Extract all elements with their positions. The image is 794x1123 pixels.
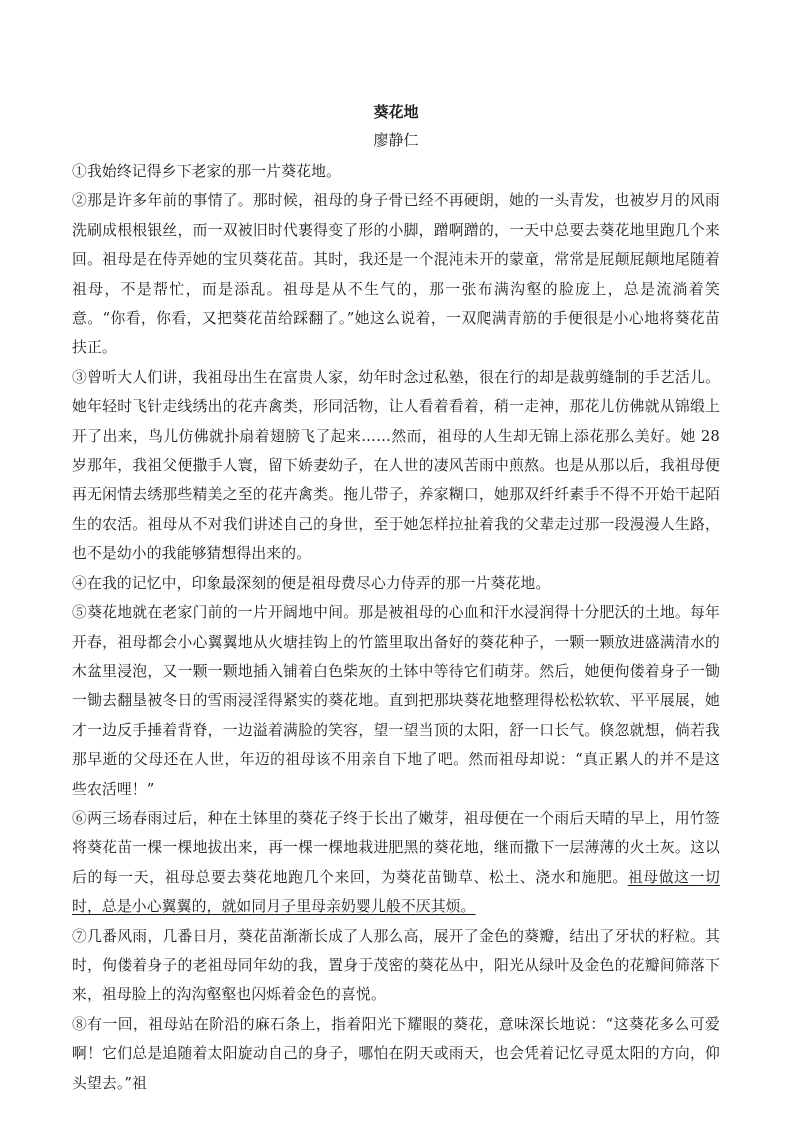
paragraph-text: ④在我的记忆中，印象最深刻的便是祖母费尽心力侍弄的那一片葵花地。 bbox=[72, 574, 551, 592]
author-name: 廖静仁 bbox=[373, 131, 419, 149]
paragraph-3 bbox=[72, 363, 720, 569]
paragraph-text: ⑦几番风雨，几番日月，葵花苗渐渐长成了人那么高，展开了金色的葵瓣，结出了牙状的籽粒。其时，佝偻着身子的老祖母同年幼的我，置身于茂密的葵花丛中，阳光从绿叶及金色的花瓣间筛落下来，祖母脸上的沟沟壑壑也闪烁着金色的喜悦。 bbox=[72, 927, 720, 1004]
paragraph-text: ⑥两三场春雨过后，种在土钵里的葵花子终于长出了嫩芽，祖母便在一个雨后天晴的早上，用竹签将葵花苗一棵一棵地拔出来，再一棵一棵地栽进肥黑的葵花地，继而撒下一层薄薄的火土灰。这以后的每一天，祖母总要去葵花地跑几个来回，为葵花苗锄草、松土、浇水和施肥。 bbox=[72, 809, 720, 886]
paragraph-text: ③曾听大人们讲，我祖母出生在富贵人家，幼年时念过私塾，很在行的却是裁剪缝制的手艺活儿。她年轻时飞针走线绣出的花卉禽类，形同活物，让人看着看着，稍一走神，那花儿仿佛就从锦缎上开了出来，鸟儿仿佛就扑扇着翅膀飞了起来……然而，祖母的人生却无锦上添花那么美好。她 28 岁那年，我祖父便撒手人寰，留下娇妻幼子，在人世的凄风苦雨中煎熬。也是从那以后，我祖母便再无闲情去绣那些精美之至的花卉禽类。拖儿带子，养家糊口，她那双纤纤素手不得不开始干起陌生的农活。祖母从不对我们讲述自己的身世，至于她怎样拉扯着我的父辈走过那一段漫漫人生路，也不是幼小的我能够猜想得出来的。 bbox=[72, 368, 720, 563]
paragraph-text: ⑧有一回，祖母站在阶沿的麻石条上，指着阳光下耀眼的葵花，意味深长地说：“这葵花多么可爱啊！它们总是追随着太阳旋动自己的身子，哪怕在阴天或雨天，也会凭着记忆寻觅太阳的方向，仰头望去。”祖 bbox=[72, 1015, 720, 1092]
underlined-sentence: 祖母做这一切时，总是小心翼翼的，就如同月子里母亲奶婴儿般不厌其烦。 bbox=[72, 868, 720, 916]
paragraph-7 bbox=[72, 922, 720, 1010]
paragraph-6 bbox=[72, 804, 720, 922]
paragraph-4 bbox=[72, 569, 720, 598]
paragraph-text: ②那是许多年前的事情了。那时候，祖母的身子骨已经不再硬朗，她的一头青发，也被岁月的风雨洗刷成根根银丝，而一双被旧时代裹得变了形的小脚，蹭啊蹭的，一天中总要去葵花地里跑几个来回。祖母是在侍弄她的宝贝葵花苗。其时，我还是一个混沌未开的蒙童，常常是屁颠屁颠地尾随着祖母，不是帮忙，而是添乱。祖母是从不生气的，那一张布满沟壑的脸庞上，总是流淌着笑意。“你看，你看，又把葵花苗给踩翻了。”她这么说着，一双爬满青筋的手便很是小心地将葵花苗扶正。 bbox=[72, 192, 720, 357]
paragraph-2 bbox=[72, 186, 720, 362]
paragraph-8 bbox=[72, 1010, 720, 1098]
essay-title: 葵花地 bbox=[373, 103, 419, 121]
paragraph-1 bbox=[72, 157, 720, 186]
paragraph-5 bbox=[72, 598, 720, 804]
paragraph-text: ①我始终记得乡下老家的那一片葵花地。 bbox=[72, 163, 342, 180]
document-page bbox=[72, 100, 720, 1098]
paragraph-text: ⑤葵花地就在老家门前的一片开阔地中间。那是被祖母的心血和汗水浸润得十分肥沃的土地。每年开春，祖母都会小心翼翼地从火塘挂钩上的竹篮里取出备好的葵花种子，一颗一颗放进盛满清水的木盆里浸泡，又一颗一颗地插入铺着白色柴灰的土钵中等待它们萌芽。然后，她便佝偻着身子一锄一锄去翻垦被冬日的雪雨浸淫得紧实的葵花地。直到把那块葵花地整理得松松软软、平平展展，她才一边反手捶着背脊，一边溢着满脸的笑容，望一望当顶的太阳，舒一口长气。倏忽就想，倘若我那早逝的父母还在人世，年迈的祖母该不用亲自下地了吧。然而祖母却说：“真正累人的并不是这些农活哩！” bbox=[72, 604, 720, 798]
